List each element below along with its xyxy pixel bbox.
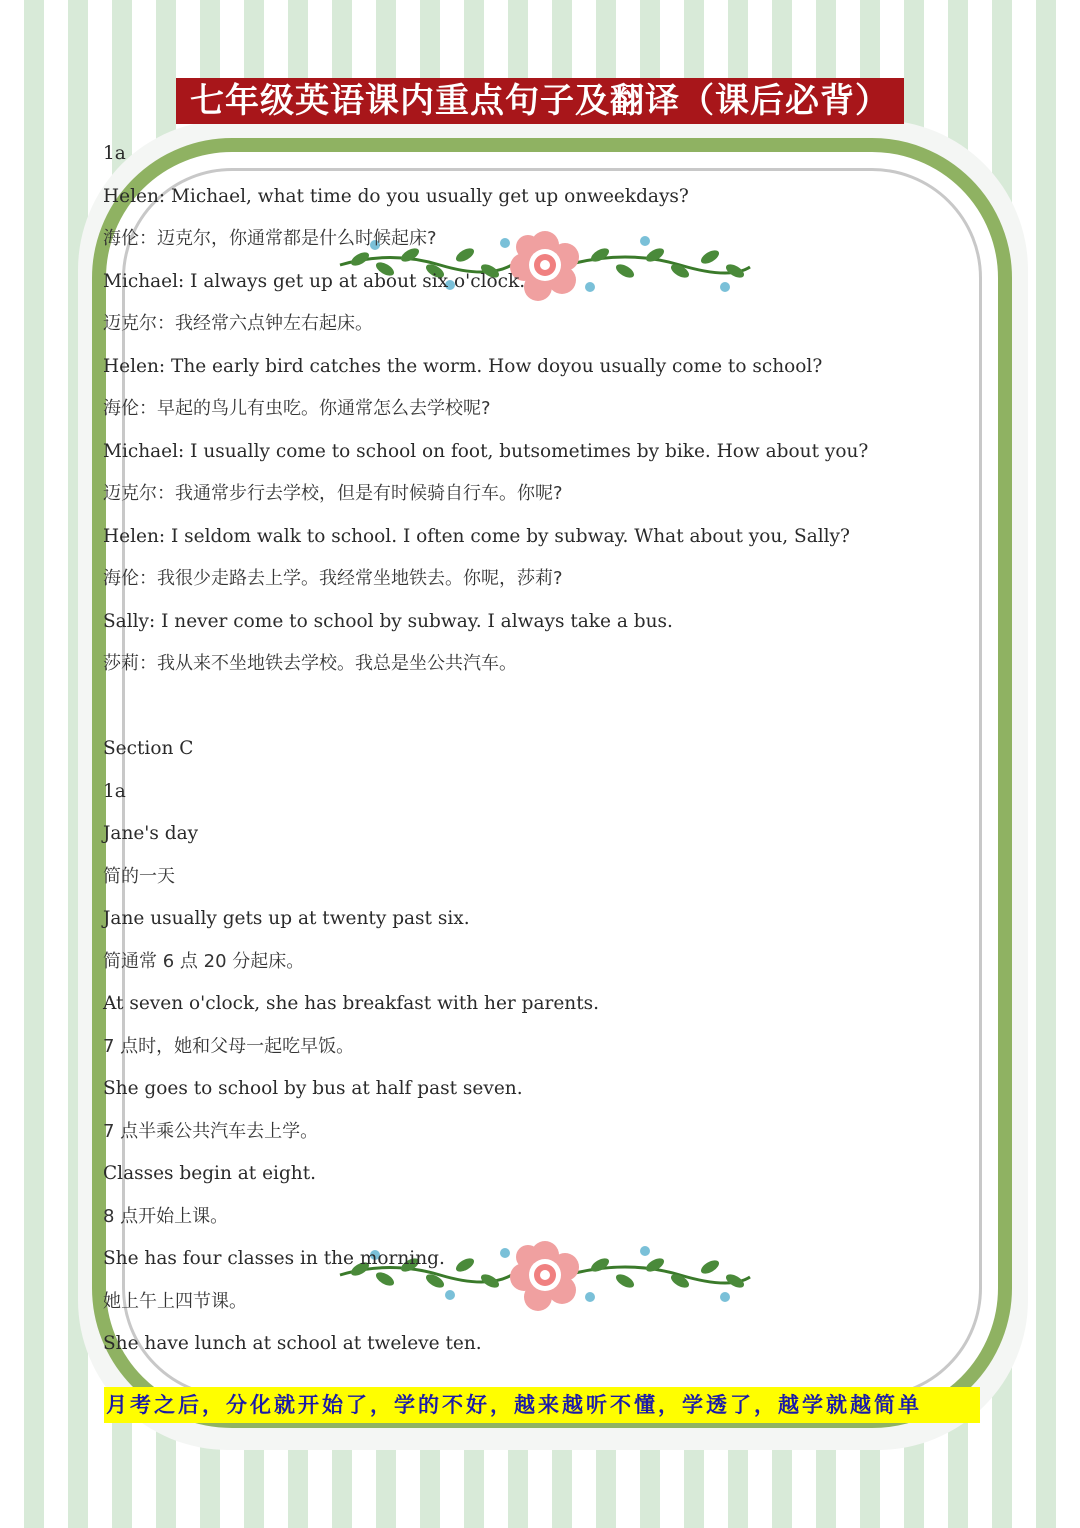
english-line: Jane's day [103, 823, 199, 844]
sentence-list [103, 139, 1003, 1372]
english-line: Section C [103, 738, 194, 759]
english-line: 1a [103, 780, 126, 802]
english-line: Helen: The early bird catches the worm. How doyou usually come to school? [103, 355, 823, 377]
translation-line: 海伦：早起的鸟儿有虫吃。你通常怎么去学校呢? [103, 398, 491, 419]
english-line: Helen: I seldom walk to school. I often come by subway. What about you, Sally? [103, 525, 850, 547]
page-title: 七年级英语课内重点句子及翻译（课后必背） [176, 78, 904, 124]
translation-line: 莎莉：我从来不坐地铁去学校。我总是坐公共汽车。 [103, 653, 517, 674]
english-line: Helen: Michael, what time do you usually get up onweekdays? [103, 185, 689, 207]
english-line: At seven o'clock, she has breakfast with her parents. [103, 993, 600, 1014]
english-line: 1a [103, 143, 126, 164]
translation-line: 7 点时，她和父母一起吃早饭。 [103, 1035, 355, 1057]
translation-line: 她上午上四节课。 [103, 1290, 247, 1312]
english-line: Michael: I usually come to school on foot, butsometimes by bike. How about you? [103, 440, 869, 462]
translation-line: 简的一天 [103, 865, 175, 887]
english-line: She goes to school by bus at half past seven. [103, 1078, 523, 1099]
english-line: Classes begin at eight. [103, 1163, 317, 1184]
english-line: She have lunch at school at tweleve ten. [103, 1333, 482, 1354]
english-line: Michael: I always get up at about six o'clock. [103, 270, 526, 292]
spacer [103, 692, 1003, 735]
translation-line: 7 点半乘公共汽车去上学。 [103, 1120, 319, 1142]
translation-line: 海伦：迈克尔，你通常都是什么时候起床? [103, 228, 437, 249]
english-line: Jane usually gets up at twenty past six. [103, 908, 470, 929]
bottom-banner: 月考之后，分化就开始了，学的不好，越来越听不懂，学透了，越学就越简单 [104, 1387, 980, 1423]
translation-line: 迈克尔：我经常六点钟左右起床。 [103, 313, 373, 334]
english-line: Sally: I never come to school by subway. I always take a bus. [103, 610, 673, 632]
translation-line: 迈克尔：我通常步行去学校，但是有时候骑自行车。你呢? [103, 483, 563, 504]
english-line: She has four classes in the morning. [103, 1248, 445, 1269]
translation-line: 海伦：我很少走路去上学。我经常坐地铁去。你呢，莎莉? [103, 568, 563, 589]
translation-line: 简通常 6 点 20 分起床。 [103, 950, 305, 972]
translation-line: 8 点开始上课。 [103, 1205, 229, 1227]
